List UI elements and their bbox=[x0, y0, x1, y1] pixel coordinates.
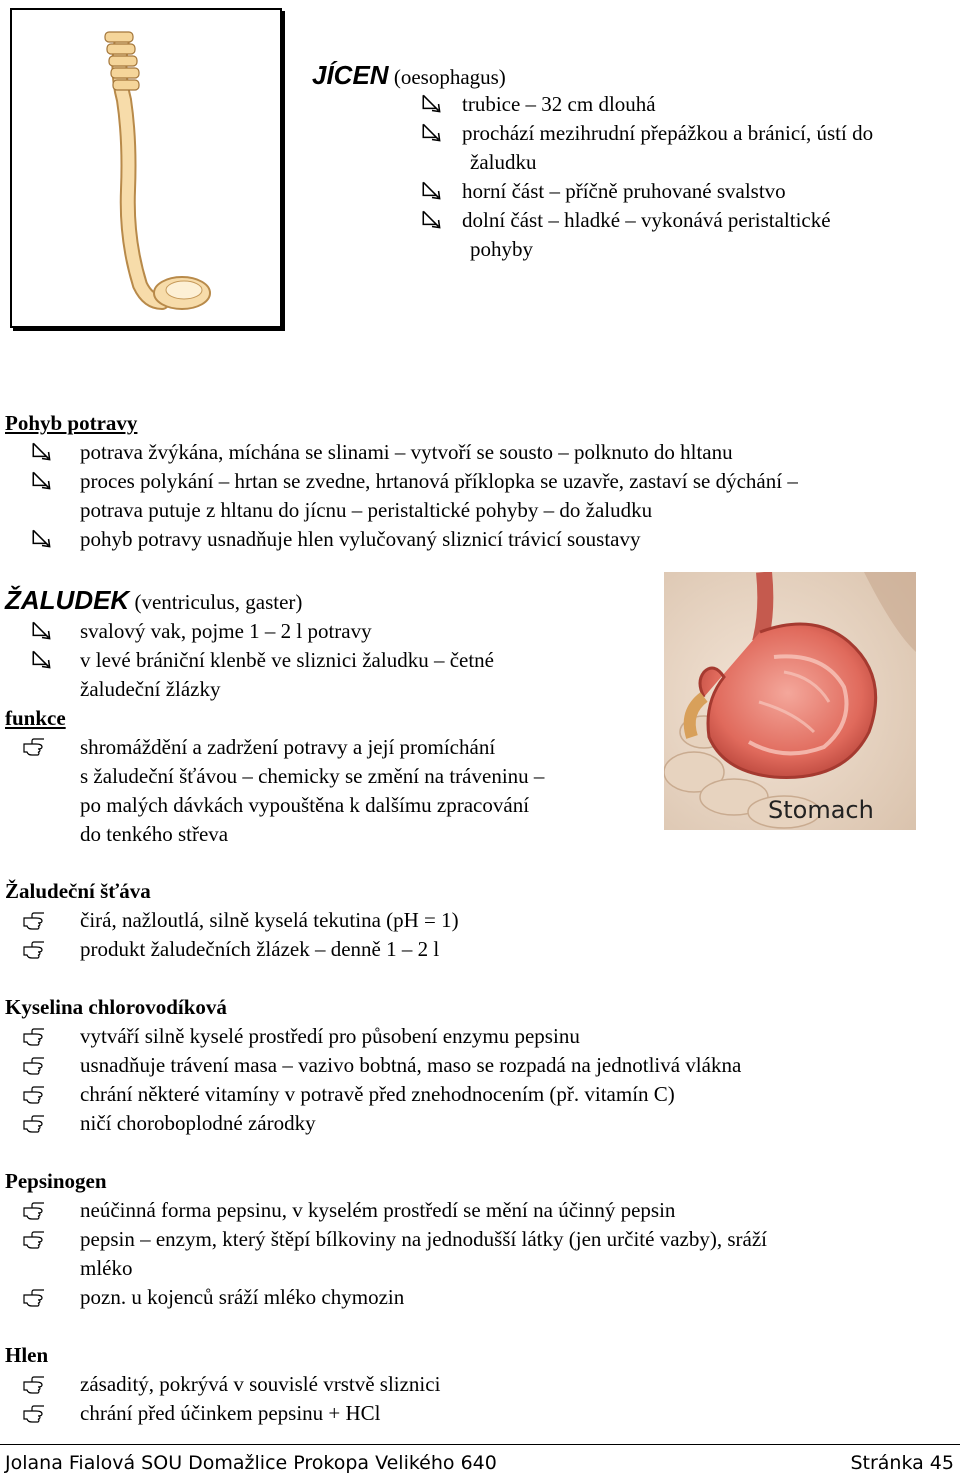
mucus-heading: Hlen bbox=[5, 1343, 49, 1367]
hand-bullet-icon bbox=[22, 1083, 46, 1107]
hand-bullet-icon bbox=[22, 1025, 46, 1049]
pepsinogen-line: pepsin – enzym, který štěpí bílkoviny na jednodušší látky (jen určité vazby), sráží bbox=[80, 1227, 767, 1251]
hand-bullet-icon bbox=[22, 735, 46, 759]
pepsinogen-line: pozn. u kojenců sráží mléko chymozin bbox=[80, 1285, 405, 1309]
esophagus-subtitle: (oesophagus) bbox=[393, 65, 506, 89]
gastric-juice-heading: Žaludeční šťáva bbox=[5, 879, 151, 903]
arrow-bullet-icon bbox=[420, 208, 444, 232]
arrow-bullet-icon bbox=[420, 179, 444, 203]
footer-page-number: Stránka 45 bbox=[850, 1452, 954, 1474]
hand-bullet-icon bbox=[22, 1199, 46, 1223]
hcl-line: vytváří silně kyselé prostředí pro působení enzymu pepsinu bbox=[80, 1024, 580, 1048]
esophagus-item: horní část – příčně pruhované svalstvo bbox=[462, 179, 786, 203]
pepsinogen-heading: Pepsinogen bbox=[5, 1169, 107, 1193]
hand-bullet-icon bbox=[22, 1402, 46, 1426]
food-movement-line: proces polykání – hrtan se zvedne, hrtanová příklopka se uzavře, zastaví se dýchání – bbox=[80, 469, 798, 493]
food-movement-line: potrava žvýkána, míchána se slinami – vytvoří se sousto – polknuto do hltanu bbox=[80, 440, 733, 464]
esophagus-item: trubice – 32 cm dlouhá bbox=[462, 92, 656, 116]
hand-bullet-icon bbox=[22, 1112, 46, 1136]
esophagus-item-continued: žaludku bbox=[470, 150, 537, 174]
footer-author: Jolana Fialová SOU Domažlice Prokopa Velikého 640 bbox=[5, 1452, 497, 1474]
esophagus-illustration bbox=[10, 8, 282, 328]
hand-bullet-icon bbox=[22, 1286, 46, 1310]
esophagus-item: dolní část – hladké – vykonává peristaltické bbox=[462, 208, 831, 232]
hcl-heading: Kyselina chlorovodíková bbox=[5, 995, 227, 1019]
function-line-continued: do tenkého střeva bbox=[80, 822, 229, 846]
mucus-line: chrání před účinkem pepsinu + HCl bbox=[80, 1401, 381, 1425]
stomach-line: v levé brániční klenbě ve sliznici žaludku – četné bbox=[80, 648, 495, 672]
hcl-line: chrání některé vitamíny v potravě před znehodnocením (př. vitamín C) bbox=[80, 1082, 675, 1106]
pepsinogen-line: neúčinná forma pepsinu, v kyselém prostředí se mění na účinný pepsin bbox=[80, 1198, 676, 1222]
esophagus-drawing bbox=[12, 10, 280, 326]
stomach-line: svalový vak, pojme 1 – 2 l potravy bbox=[80, 619, 372, 643]
hand-bullet-icon bbox=[22, 938, 46, 962]
gastric-juice-line: čirá, nažloutlá, silně kyselá tekutina (pH = 1) bbox=[80, 908, 459, 932]
stomach-line-continued: žaludeční žlázky bbox=[80, 677, 221, 701]
hand-bullet-icon bbox=[22, 1228, 46, 1252]
arrow-bullet-icon bbox=[30, 469, 54, 493]
hcl-line: usnadňuje trávení masa – vazivo bobtná, maso se rozpadá na jednotlivá vlákna bbox=[80, 1053, 742, 1077]
food-movement-line: pohyb potravy usnadňuje hlen vylučovaný sliznicí trávicí soustavy bbox=[80, 527, 641, 551]
gastric-juice-line: produkt žaludečních žlázek – denně 1 – 2 l bbox=[80, 937, 440, 961]
arrow-bullet-icon bbox=[420, 92, 444, 116]
stomach-subtitle: (ventriculus, gaster) bbox=[134, 590, 303, 614]
food-movement-heading: Pohyb potravy bbox=[5, 411, 138, 435]
hand-bullet-icon bbox=[22, 909, 46, 933]
function-line-continued: s žaludeční šťávou – chemicky se změní na tráveninu – bbox=[80, 764, 545, 788]
stomach-illustration bbox=[664, 572, 916, 830]
esophagus-title: JÍCEN bbox=[312, 60, 389, 90]
arrow-bullet-icon bbox=[30, 440, 54, 464]
hand-bullet-icon bbox=[22, 1054, 46, 1078]
mucus-line: zásaditý, pokrývá v souvislé vrstvě sliznici bbox=[80, 1372, 441, 1396]
arrow-bullet-icon bbox=[30, 619, 54, 643]
function-line: shromáždění a zadržení potravy a její promíchání bbox=[80, 735, 496, 759]
esophagus-item: prochází mezihrudní přepážkou a bránicí, ústí do bbox=[462, 121, 874, 145]
hcl-line: ničí choroboplodné zárodky bbox=[80, 1111, 316, 1135]
food-movement-line-continued: potrava putuje z hltanu do jícnu – peristaltické pohyby – do žaludku bbox=[80, 498, 653, 522]
function-heading: funkce bbox=[5, 706, 66, 730]
arrow-bullet-icon bbox=[30, 527, 54, 551]
arrow-bullet-icon bbox=[420, 121, 444, 145]
function-line-continued: po malých dávkách vypouštěna k dalšímu zpracování bbox=[80, 793, 530, 817]
pepsinogen-line-continued: mléko bbox=[80, 1256, 133, 1280]
esophagus-item-continued: pohyby bbox=[470, 237, 533, 261]
footer-divider bbox=[0, 1444, 960, 1445]
stomach-title: ŽALUDEK bbox=[5, 585, 130, 615]
stomach-image-label: Stomach bbox=[768, 796, 874, 824]
hand-bullet-icon bbox=[22, 1373, 46, 1397]
arrow-bullet-icon bbox=[30, 648, 54, 672]
